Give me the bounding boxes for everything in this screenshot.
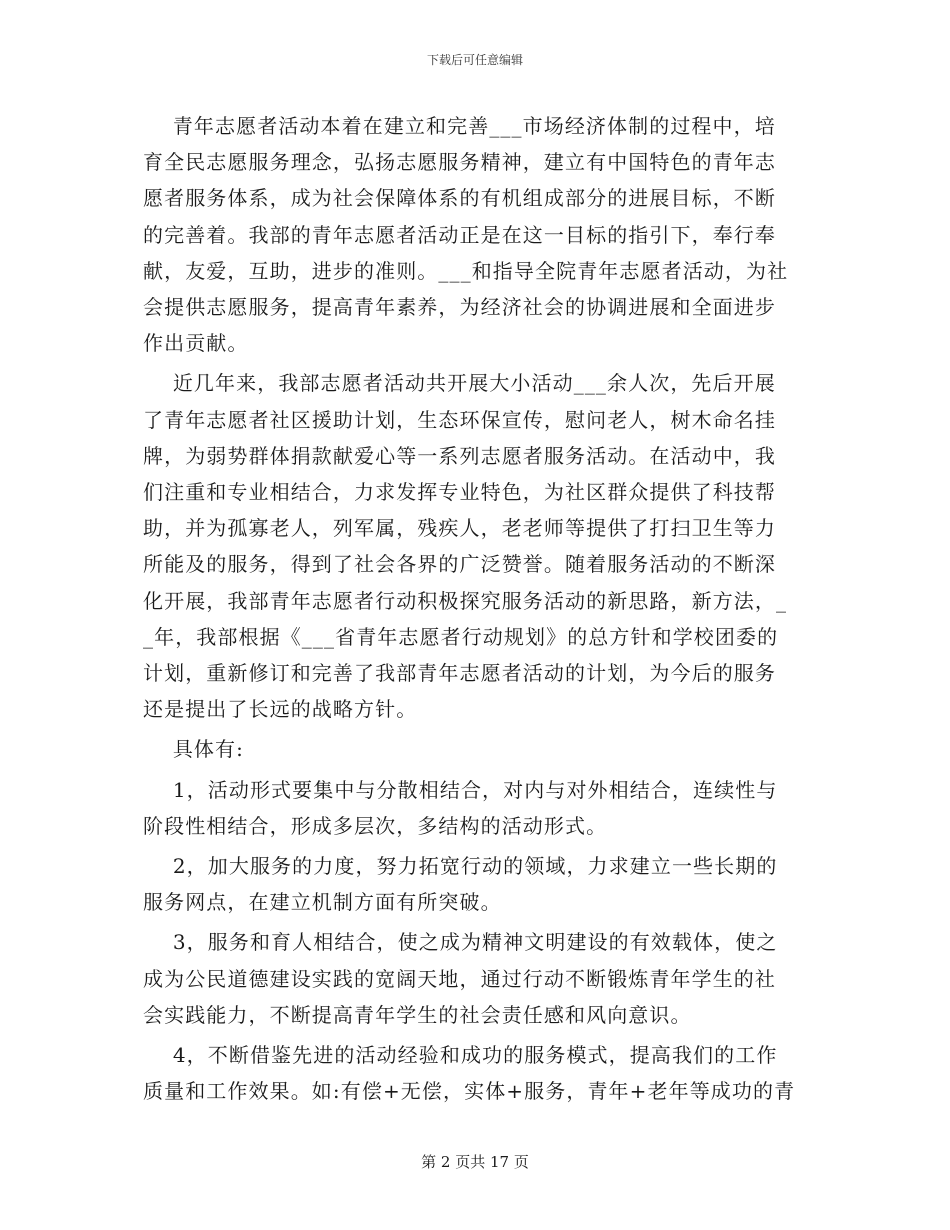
text-line: 育全民志愿服务理念，弘扬志愿服务精神，建立有中国特色的青年志	[143, 150, 776, 175]
text-line: 2，加大服务的力度，努力拓宽行动的领域，力求建立一些长期的	[143, 854, 778, 879]
list-item-1	[143, 772, 807, 844]
text-line: 质量和工作效果。如:有偿+无偿，实体+服务，青年+老年等成功的青	[143, 1079, 796, 1104]
text-line: _年，我部根据《___省青年志愿者行动规划》的总方针和学校团委的	[143, 624, 779, 649]
text-line: 3，服务和育人相结合，使之成为精神文明建设的有效载体，使之	[143, 930, 778, 955]
text-line: 助，并为孤寡老人，列军属，残疾人，老老师等提供了打扫卫生等力	[143, 516, 776, 541]
text-line: 1，活动形式要集中与分散相结合，对内与对外相结合，连续性与	[143, 777, 778, 802]
text-line: 会提供志愿服务，提高青年素养，为经济社会的协调进展和全面进步	[143, 295, 776, 320]
text-line: 作出贡献。	[143, 331, 249, 356]
list-item-2	[143, 848, 807, 920]
text-line: 所能及的服务，得到了社会各界的广泛赞誉。随着服务活动的不断深	[143, 552, 776, 577]
list-item-4	[143, 1037, 807, 1109]
text-line: 愿者服务体系，成为社会保障体系的有机组成部分的进展目标，不断	[143, 186, 776, 211]
text-line: 4，不断借鉴先进的活动经验和成功的服务模式，提高我们的工作	[143, 1043, 778, 1068]
text-line: 们注重和专业相结合，力求发挥专业特色，为社区群众提供了科技帮	[143, 480, 776, 505]
page-header: 下载后可任意编辑	[426, 53, 523, 67]
text-line: 会实践能力，不断提高青年学生的社会责任感和风向意识。	[143, 1002, 692, 1027]
text-line: 成为公民道德建设实践的宽阔天地，通过行动不断锻炼青年学生的社	[143, 966, 776, 991]
paragraph-intro	[143, 108, 807, 361]
text-line: 献，友爱，互助，进步的准则。___和指导全院青年志愿者活动，为社	[143, 258, 789, 283]
document-body	[143, 108, 807, 1113]
text-line: 青年志愿者活动本着在建立和完善___市场经济体制的过程中，培	[143, 114, 776, 138]
text-line: 的完善着。我部的青年志愿者活动正是在这一目标的指引下，奉行奉	[143, 222, 776, 247]
text-line: 牌，为弱势群体捐款献爱心等一系列志愿者服务活动。在活动中，我	[143, 443, 776, 468]
paragraph-specifics-heading	[143, 731, 807, 767]
text-line: 还是提出了长远的战略方针。	[143, 697, 418, 722]
text-line: 具体有:	[143, 737, 244, 762]
text-line: 计划，重新修订和完善了我部青年志愿者活动的计划，为今后的服务	[143, 661, 776, 686]
text-line: 了青年志愿者社区援助计划，生态环保宣传，慰问老人，树木命名挂	[143, 407, 776, 432]
text-line: 近几年来，我部志愿者活动共开展大小活动___余人次，先后开展	[143, 371, 776, 396]
text-line: 服务网点，在建立机制方面有所突破。	[143, 890, 502, 915]
list-item-3	[143, 924, 807, 1033]
text-line: 阶段性相结合，形成多层次，多结构的活动形式。	[143, 813, 608, 838]
paragraph-recent-years	[143, 365, 807, 727]
page-number: 第 2 页共 17 页	[421, 1153, 529, 1171]
text-line: 化开展，我部青年志愿者行动积极探究服务活动的新思路，新方法，_	[143, 588, 788, 613]
